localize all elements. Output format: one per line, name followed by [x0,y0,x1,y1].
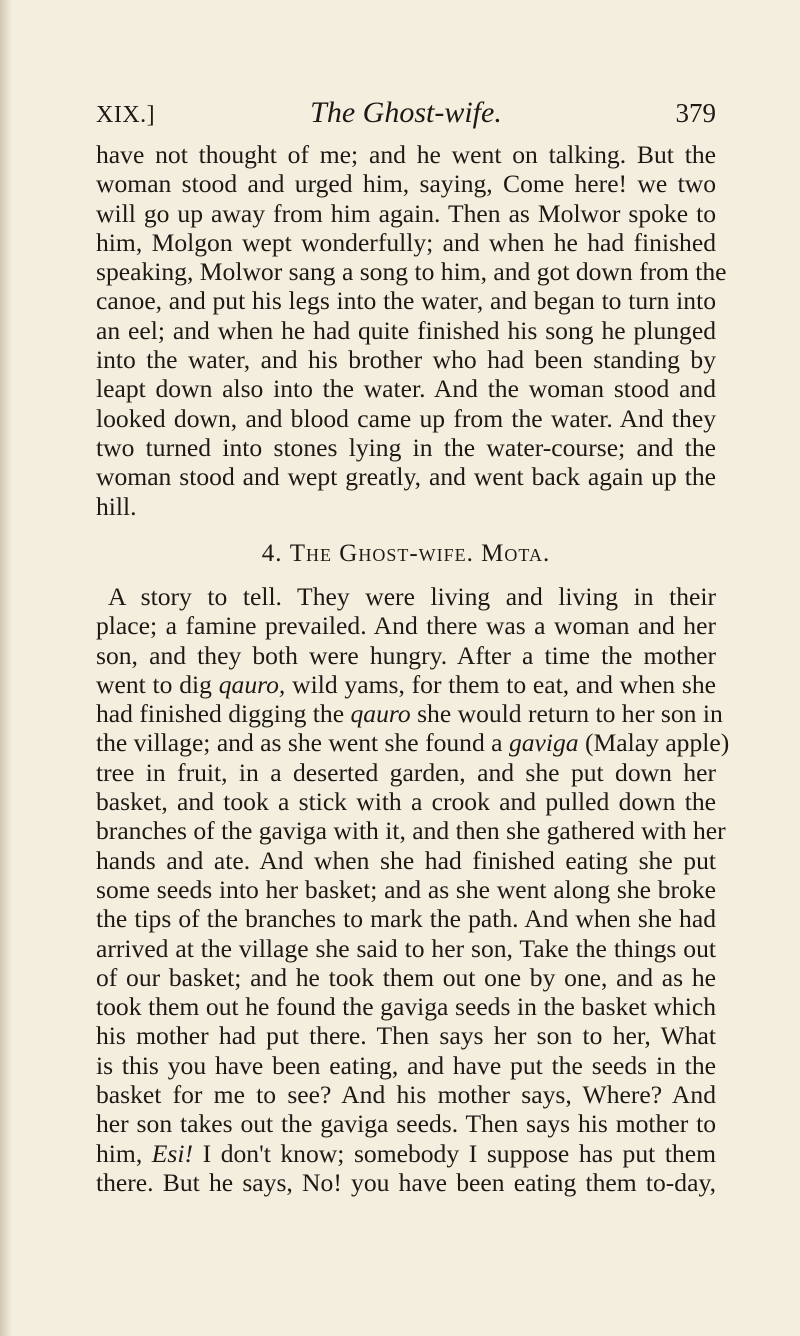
page-edge [0,0,12,1336]
text-line: there. But he says, No! you have been eating them to-day, [96,1167,716,1197]
text-line: hands and ate. And when she had finished eating she put [96,845,716,875]
text-line [96,670,716,699]
italic-term: Esi! [151,1138,194,1168]
text-line: hill. [96,491,137,521]
text-line: basket for me to see? And his mother says, Where? And [96,1080,716,1110]
text-line: the tips of the branches to mark the path. And when she had [96,904,716,934]
text-run: him, [96,1138,152,1168]
paragraph-continuation [96,140,727,521]
section-number: 4. [261,540,283,567]
text-line: A story to tell. They were living and living in their [108,582,716,611]
text-line [96,699,723,729]
italic-term: gaviga [508,728,579,758]
text-run: (Malay apple) [578,728,730,758]
page-number: 379 [675,98,716,128]
text-line: canoe, and put his legs into the water, and began to turn into [96,286,716,316]
running-header [96,96,716,136]
section-heading [96,540,716,568]
text-line: of our basket; and he took them out one by one, and as he [96,962,716,992]
text-line: will go up away from him again. Then as Molwor spoke to [96,198,716,228]
text-line: an eel; and when he had quite finished his song he plunged [96,315,716,345]
text-line: have not thought of me; and he went on talking. But the [96,140,716,169]
italic-term: qauro, [218,669,286,699]
text-line: branches of the gaviga with it, and then she gathered with her [96,816,726,846]
text-line: tree in fruit, in a deserted garden, and she put down her [96,757,716,787]
text-line: is this you have been eating, and have put the seeds in the [96,1050,716,1080]
text-line: him, Molgon wept wonderfully; and when he had finished [96,227,716,257]
text-run: went to dig [96,669,219,699]
text-line: speaking, Molwor sang a song to him, and got down from the [96,257,727,287]
text-line: two turned into stones lying in the water-course; and the [96,432,716,462]
text-line: his mother had put there. Then says her son to her, What [96,1021,716,1051]
text-line: leapt down also into the water. And the woman stood and [96,374,716,404]
italic-term: qauro [350,699,411,729]
text-line [96,728,730,758]
running-title: The Ghost-wife. [310,96,502,129]
text-line: looked down, and blood came up from the water. And they [96,403,716,433]
text-run: the village; and as she went she found a [96,728,509,758]
text-run: she would return to her son in [410,699,723,729]
text-line: some seeds into her basket; and as she went along she broke [96,874,716,904]
section-title: The Ghost-wife. [289,540,474,567]
text-line: arrived at the village she said to her son, Take the things out [96,933,716,963]
text-line: basket, and took a stick with a crook and pulled down the [96,787,716,817]
text-line: son, and they both were hungry. After a time the mother [96,640,716,670]
chapter-marker: XIX.] [96,102,156,128]
text-line: her son takes out the gaviga seeds. Then says his mother to [96,1109,716,1139]
section-place: Mota. [481,540,551,567]
text-run: I don't know; somebody I suppose has put them [193,1138,716,1168]
text-line: woman stood and wept greatly, and went back again up the [96,462,716,492]
text-line: into the water, and his brother who had been standing by [96,345,716,375]
text-line [96,1139,716,1168]
text-line: place; a famine prevailed. And there was a woman and her [96,611,716,641]
text-run: wild yams, for them to eat, and when she [285,669,717,699]
text-line: woman stood and urged him, saying, Come here! we two [96,169,716,199]
text-line: took them out he found the gaviga seeds in the basket which [96,992,716,1022]
text-run: had finished digging the [96,699,351,729]
story-paragraph [96,582,730,1197]
